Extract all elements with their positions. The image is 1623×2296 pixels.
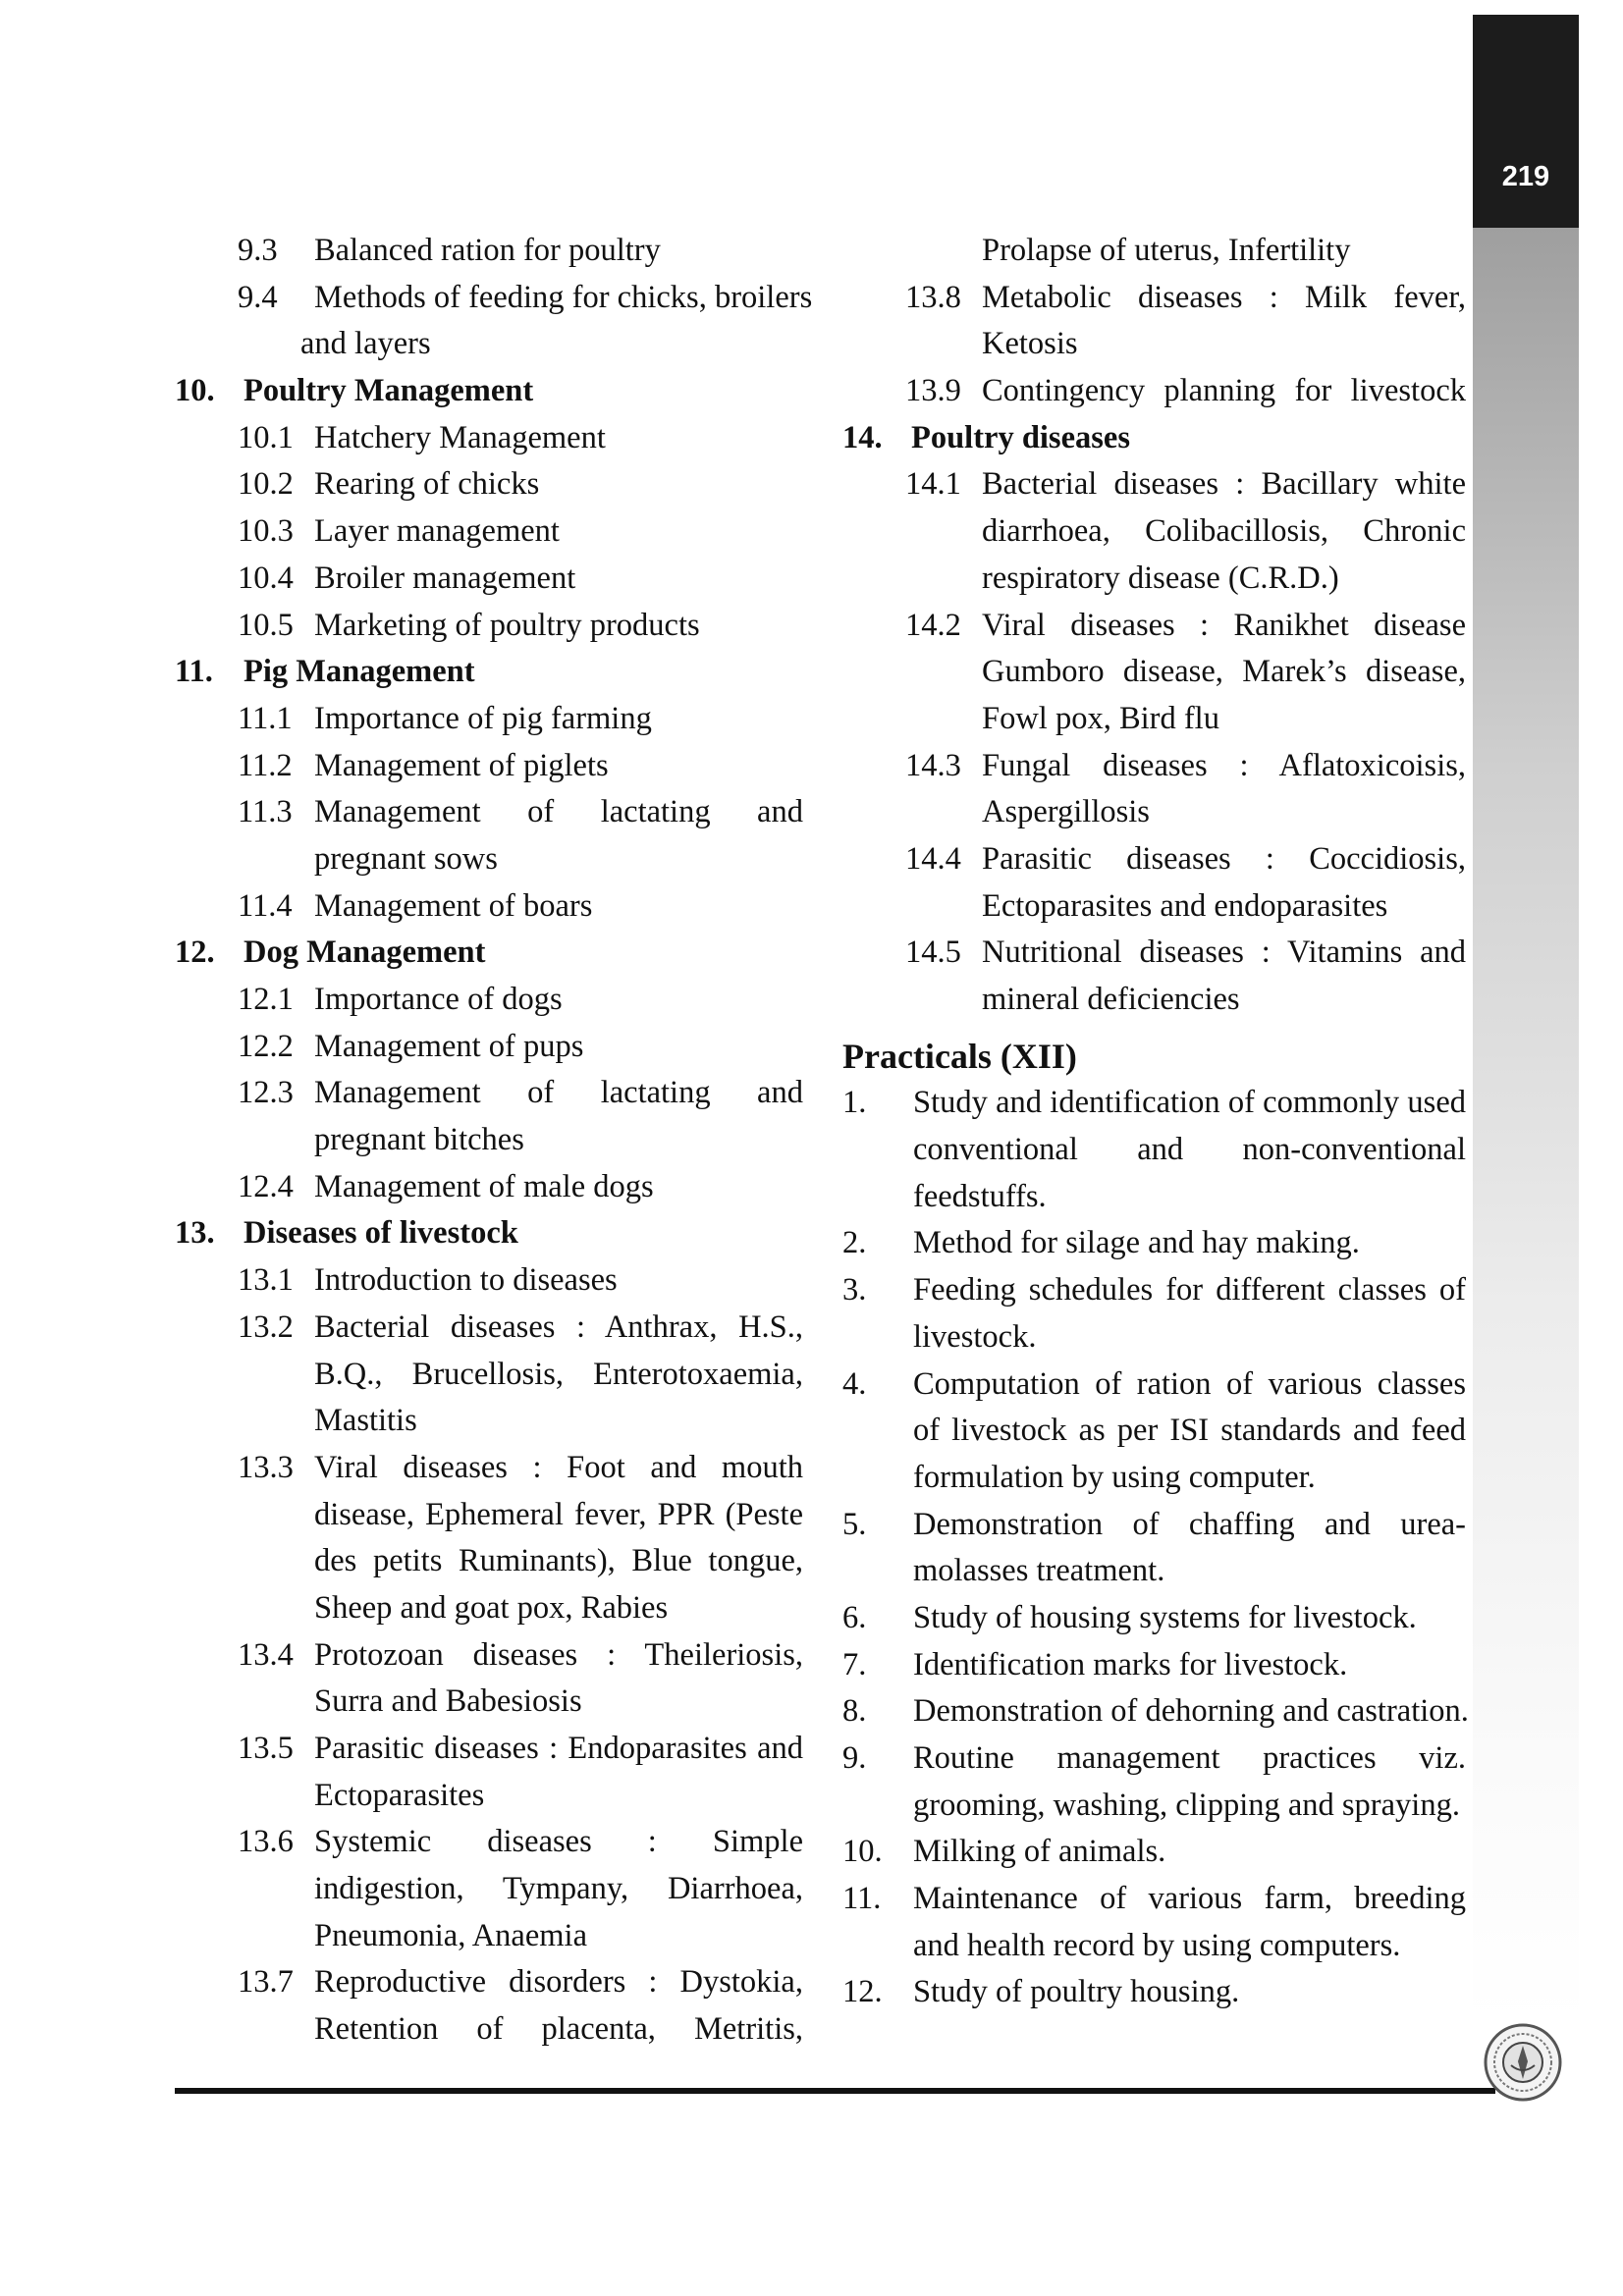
section-heading bbox=[842, 415, 1466, 462]
subtopic-text: Viral diseases : Foot and mouth bbox=[314, 1449, 803, 1485]
subtopic-number: 13.3 bbox=[238, 1449, 294, 1485]
subtopic-continuation: Fowl pox, Bird flu bbox=[982, 700, 1219, 736]
section-heading bbox=[175, 930, 803, 977]
subtopic bbox=[238, 1445, 803, 1492]
subtopic-number: 10.1 bbox=[238, 419, 294, 455]
practical-number: 6. bbox=[842, 1599, 867, 1635]
practical-text: Study and identification of commonly used bbox=[913, 1085, 1466, 1121]
subtopic-text: Nutritional diseases : Vitamins and bbox=[982, 934, 1466, 971]
subtopic-text: Protozoan diseases : Theileriosis, bbox=[314, 1636, 803, 1673]
practical-item bbox=[842, 1969, 1466, 2016]
subtopic-continuation: B.Q., Brucellosis, Enterotoxaemia, bbox=[314, 1356, 803, 1392]
subtopic-number: 12.4 bbox=[238, 1168, 294, 1204]
subtopic bbox=[905, 743, 1466, 790]
subtopic-text: Management of lactating and bbox=[314, 794, 803, 830]
subtopic-number: 11.2 bbox=[238, 747, 293, 783]
subtopic-text: Systemic diseases : Simple bbox=[314, 1824, 803, 1860]
page-edge-gradient bbox=[1473, 228, 1579, 2024]
section-heading bbox=[175, 649, 803, 696]
practical-number: 12. bbox=[842, 1974, 883, 2010]
practical-continuation: grooming, washing, clipping and spraying. bbox=[913, 1787, 1460, 1823]
subtopic-text: Metabolic diseases : Milk fever, bbox=[982, 279, 1466, 315]
subtopic bbox=[238, 508, 803, 556]
practical-continuation: molasses treatment. bbox=[913, 1553, 1165, 1589]
practicals-list bbox=[842, 1080, 1469, 2016]
subtopic-number: 12.1 bbox=[238, 982, 294, 1017]
subtopic-continuation: pregnant bitches bbox=[314, 1122, 524, 1158]
subtopic-number: 10.4 bbox=[238, 560, 294, 596]
practicals-heading: Practicals (XII) bbox=[842, 1036, 1077, 1076]
subtopic-text: Fungal diseases : Aflatoxicoisis, bbox=[982, 747, 1466, 783]
practical-continuation: livestock. bbox=[913, 1318, 1037, 1355]
practical-text: Demonstration of chaffing and urea- bbox=[913, 1506, 1466, 1542]
practical-continuation: of livestock as per ISI standards and feed bbox=[913, 1413, 1466, 1449]
subtopic bbox=[238, 1070, 803, 1117]
subtopic bbox=[238, 228, 803, 275]
right-column bbox=[842, 228, 1469, 2016]
subtopic-number: 13.5 bbox=[238, 1731, 294, 1766]
subtopic-number: 12.2 bbox=[238, 1028, 294, 1064]
subtopic bbox=[238, 1305, 803, 1352]
subtopic-continuation: Retention of placenta, Metritis, bbox=[314, 2011, 803, 2048]
subtopic-number: 13.8 bbox=[905, 279, 961, 315]
subtopic bbox=[238, 1164, 803, 1211]
subtopic-text: Management of lactating and bbox=[314, 1075, 803, 1111]
subtopic-number: 14.5 bbox=[905, 934, 961, 971]
subtopic-text: Hatchery Management bbox=[314, 419, 606, 455]
subtopic-text: Rearing of chicks bbox=[314, 466, 540, 503]
subtopic bbox=[238, 977, 803, 1024]
section-number: 11. bbox=[175, 654, 213, 690]
subtopic bbox=[238, 415, 803, 462]
subtopic-continuation: diarrhoea, Colibacillosis, Chronic bbox=[982, 513, 1466, 550]
practical-text: Study of poultry housing. bbox=[913, 1974, 1240, 2010]
subtopic-text: Viral diseases : Ranikhet disease bbox=[982, 607, 1466, 643]
section-title: Diseases of livestock bbox=[243, 1215, 518, 1252]
subtopic-number: 10.5 bbox=[238, 607, 294, 643]
practical-continuation: conventional and non-conventional bbox=[913, 1132, 1466, 1168]
subtopic-continuation: Mastitis bbox=[314, 1403, 417, 1439]
practical-number: 7. bbox=[842, 1646, 867, 1682]
subtopic-number: 13.2 bbox=[238, 1308, 294, 1345]
subtopic-number: 13.6 bbox=[238, 1824, 294, 1860]
practical-item bbox=[842, 1362, 1466, 1409]
subtopic bbox=[238, 1257, 803, 1305]
subtopic-continuation: pregnant sows bbox=[314, 840, 498, 877]
practical-item bbox=[842, 1502, 1466, 1549]
subtopic-text: Importance of pig farming bbox=[314, 700, 652, 736]
section-number: 10. bbox=[175, 373, 215, 409]
subtopic-continuation: Sheep and goat pox, Rabies bbox=[314, 1589, 669, 1626]
subtopic-text: Layer management bbox=[314, 513, 560, 550]
subtopic bbox=[238, 1632, 803, 1680]
subtopic-number: 11.3 bbox=[238, 794, 293, 830]
subtopic bbox=[238, 696, 803, 743]
practical-text: Feeding schedules for different classes of bbox=[913, 1272, 1466, 1308]
subtopic bbox=[238, 1819, 803, 1866]
subtopic bbox=[238, 883, 803, 931]
subtopic-continuation: Ectoparasites and endoparasites bbox=[982, 887, 1388, 924]
subtopic-text: Bacterial diseases : Bacillary white bbox=[982, 466, 1466, 503]
subtopic-text: Reproductive disorders : Dystokia, bbox=[314, 1964, 803, 2001]
practical-item bbox=[842, 1642, 1466, 1689]
practical-continuation: formulation by using computer. bbox=[913, 1459, 1316, 1495]
practical-item bbox=[842, 1876, 1466, 1923]
practical-number: 11. bbox=[842, 1881, 882, 1917]
subtopic-text: Management of male dogs bbox=[314, 1168, 654, 1204]
subtopic bbox=[238, 461, 803, 508]
subtopic-continuation: indigestion, Tympany, Diarrhoea, bbox=[314, 1871, 803, 1907]
section-title: Dog Management bbox=[243, 934, 486, 971]
practical-number: 5. bbox=[842, 1506, 867, 1542]
practical-text: Method for silage and hay making. bbox=[913, 1225, 1360, 1261]
subtopic-text: Management of pups bbox=[314, 1028, 584, 1064]
practical-text: Identification marks for livestock. bbox=[913, 1646, 1348, 1682]
section-title: Poultry Management bbox=[243, 373, 534, 409]
practical-number: 4. bbox=[842, 1365, 867, 1402]
subtopic-text: Importance of dogs bbox=[314, 982, 563, 1017]
practical-item bbox=[842, 1220, 1466, 1267]
subtopic bbox=[238, 1726, 803, 1773]
subtopic-text: Bacterial diseases : Anthrax, H.S., bbox=[314, 1308, 803, 1345]
subtopic-text: Parasitic diseases : Endoparasites and bbox=[314, 1731, 803, 1766]
subtopic-continuation: Gumboro disease, Marek’s disease, bbox=[982, 654, 1466, 690]
subtopic-continuation: disease, Ephemeral fever, PPR (Peste bbox=[314, 1496, 803, 1532]
subtopic-number: 14.4 bbox=[905, 840, 961, 877]
subtopic-continuation: mineral deficiencies bbox=[982, 982, 1240, 1017]
subtopic-number: 10.2 bbox=[238, 466, 294, 503]
subtopic-text: Methods of feeding for chicks, broilers bbox=[314, 279, 813, 315]
section-title: Poultry diseases bbox=[911, 419, 1130, 455]
subtopic-number: 13.1 bbox=[238, 1262, 294, 1299]
subtopic bbox=[905, 603, 1466, 650]
subtopic-text: Management of piglets bbox=[314, 747, 609, 783]
subtopic-text: Balanced ration for poultry bbox=[314, 233, 661, 268]
subtopic-continuation: respiratory disease (C.R.D.) bbox=[982, 560, 1339, 596]
practical-number: 10. bbox=[842, 1834, 883, 1870]
subtopic-text: Introduction to diseases bbox=[314, 1262, 618, 1299]
subtopic-continuation: Pneumonia, Anaemia bbox=[314, 1917, 587, 1953]
subtopic-text: Management of boars bbox=[314, 887, 593, 924]
subtopic-text: Broiler management bbox=[314, 560, 576, 596]
subtopic-number: 14.1 bbox=[905, 466, 961, 503]
subtopic-number: 14.2 bbox=[905, 607, 961, 643]
right-column-topics bbox=[842, 228, 1466, 1024]
practical-number: 8. bbox=[842, 1693, 867, 1730]
subtopic-text: Contingency planning for livestock bbox=[982, 373, 1466, 409]
subtopic-number: 10.3 bbox=[238, 513, 294, 550]
subtopic bbox=[238, 1024, 803, 1071]
subtopic bbox=[905, 368, 1466, 415]
subtopic bbox=[238, 556, 803, 603]
subtopic bbox=[238, 743, 803, 790]
subtopic bbox=[905, 930, 1466, 977]
subtopic bbox=[238, 1959, 803, 2006]
practical-text: Study of housing systems for livestock. bbox=[913, 1599, 1417, 1635]
subtopic bbox=[905, 461, 1466, 508]
subtopic-number: 11.1 bbox=[238, 700, 293, 736]
section-heading bbox=[175, 1210, 803, 1257]
practical-item bbox=[842, 1595, 1466, 1642]
section-title: Pig Management bbox=[243, 654, 475, 690]
subtopic-number: 13.4 bbox=[238, 1636, 294, 1673]
practical-item bbox=[842, 1688, 1469, 1735]
subtopic bbox=[238, 603, 803, 650]
subtopic bbox=[905, 836, 1466, 883]
subtopic-continuation: Ectoparasites bbox=[314, 1777, 485, 1813]
subtopic-number: 9.3 bbox=[238, 233, 278, 268]
section-number: 14. bbox=[842, 419, 883, 455]
practical-number: 3. bbox=[842, 1272, 867, 1308]
practical-text: Routine management practices viz. bbox=[913, 1740, 1466, 1776]
practical-continuation: and health record by using computers. bbox=[913, 1927, 1401, 1963]
subtopic-text: Marketing of poultry products bbox=[314, 607, 700, 643]
subtopic-number: 11.4 bbox=[238, 887, 293, 924]
section-heading bbox=[175, 368, 803, 415]
left-column bbox=[175, 228, 813, 2054]
subtopic-continuation: Surra and Babesiosis bbox=[314, 1683, 582, 1720]
section-number: 12. bbox=[175, 934, 215, 971]
practical-text: Demonstration of dehorning and castration. bbox=[913, 1693, 1469, 1730]
subtopic-number: 12.3 bbox=[238, 1075, 294, 1111]
subtopic-continuation: Prolapse of uterus, Infertility bbox=[982, 233, 1351, 268]
subtopic-text: Parasitic diseases : Coccidiosis, bbox=[982, 840, 1466, 877]
practical-text: Milking of animals. bbox=[913, 1834, 1166, 1870]
page-number: 219 bbox=[1501, 161, 1550, 192]
practical-item bbox=[842, 1267, 1466, 1314]
subtopic bbox=[238, 789, 803, 836]
subtopic-continuation: Aspergillosis bbox=[982, 794, 1150, 830]
practical-text: Computation of ration of various classes bbox=[913, 1365, 1466, 1402]
practical-continuation: feedstuffs. bbox=[913, 1178, 1047, 1214]
subtopic-number: 14.3 bbox=[905, 747, 961, 783]
practical-number: 2. bbox=[842, 1225, 867, 1261]
section-number: 13. bbox=[175, 1215, 215, 1252]
subtopic-continuation: and layers bbox=[300, 326, 431, 362]
emblem-logo bbox=[1483, 2022, 1563, 2103]
practical-item bbox=[842, 1735, 1466, 1783]
practical-text: Maintenance of various farm, breeding bbox=[913, 1881, 1466, 1917]
subtopic-number: 13.7 bbox=[238, 1964, 294, 2001]
subtopic-number: 13.9 bbox=[905, 373, 961, 409]
practical-item bbox=[842, 1080, 1466, 1127]
subtopic bbox=[905, 275, 1466, 322]
subtopic bbox=[238, 275, 813, 322]
subtopic-number: 9.4 bbox=[238, 279, 278, 315]
practical-number: 9. bbox=[842, 1740, 867, 1776]
subtopic-continuation: des petits Ruminants), Blue tongue, bbox=[314, 1543, 803, 1579]
practical-number: 1. bbox=[842, 1085, 867, 1121]
subtopic-continuation: Ketosis bbox=[982, 326, 1078, 362]
footer-rule bbox=[175, 2088, 1495, 2094]
practical-item bbox=[842, 1829, 1466, 1876]
